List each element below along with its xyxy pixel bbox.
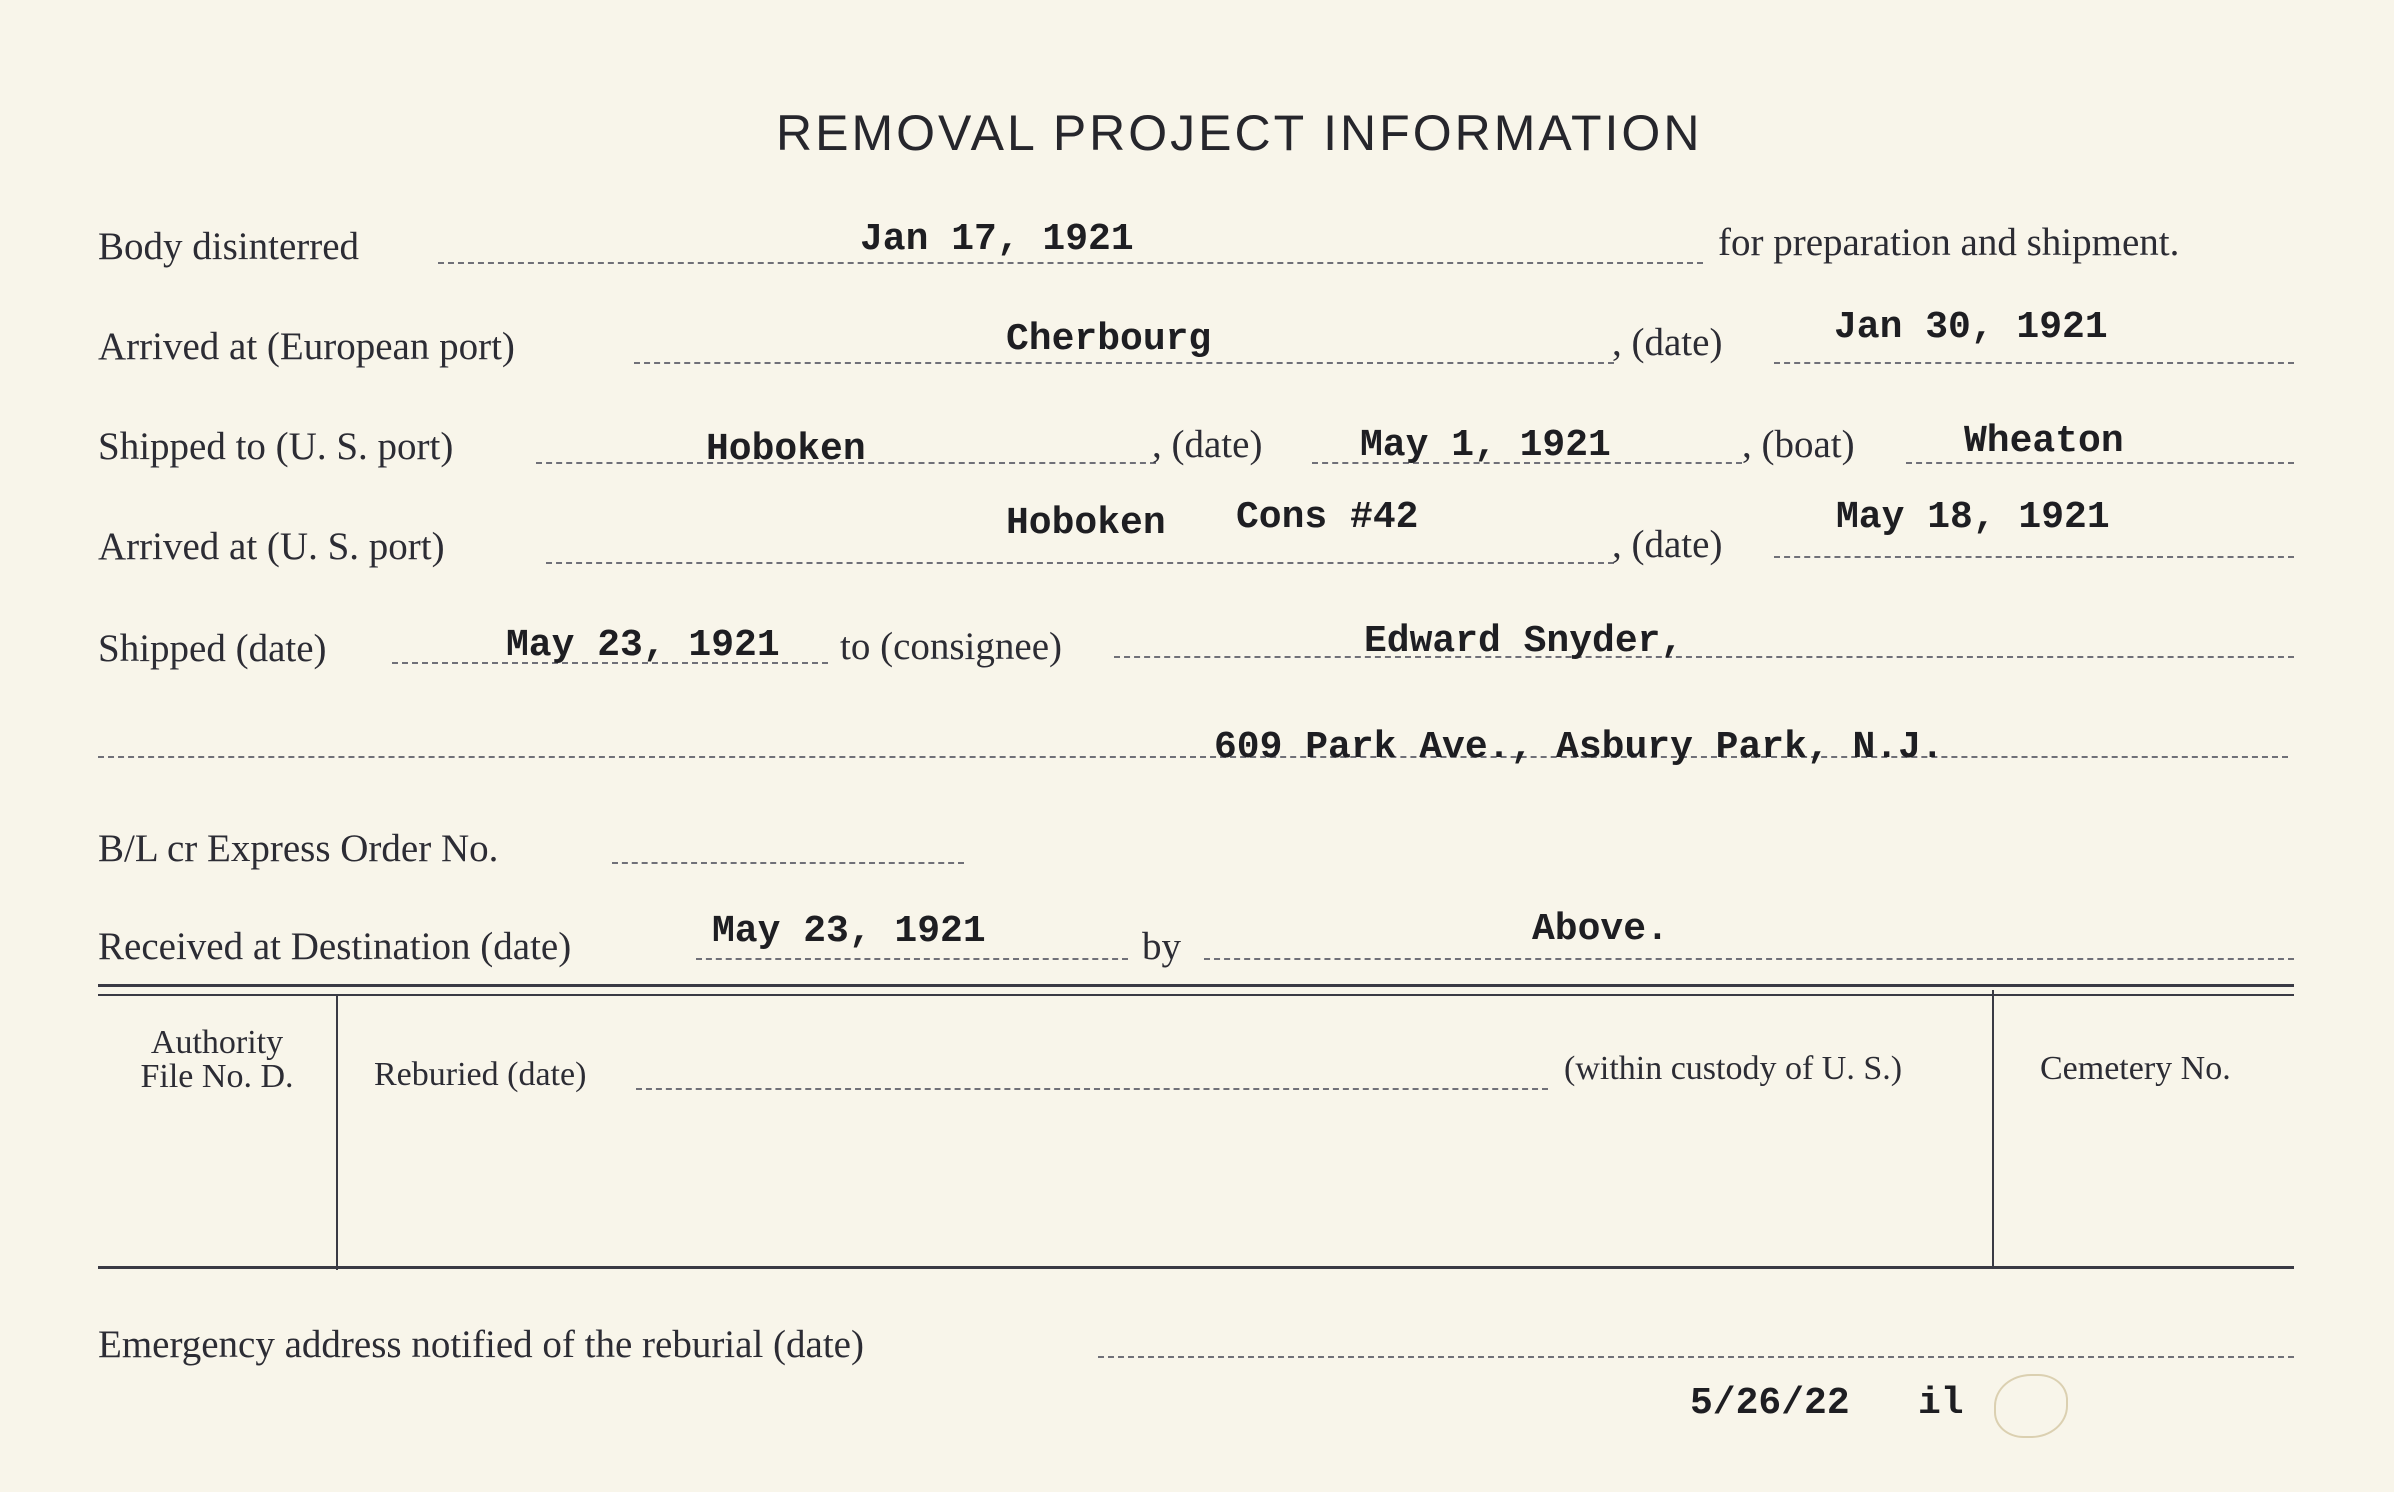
form-title: REMOVAL PROJECT INFORMATION [776, 105, 1703, 161]
received-destination-line [696, 958, 1128, 960]
received-by-value[interactable]: Above. [1532, 908, 1669, 951]
arrived-european-port-line [634, 362, 1614, 364]
emergency-label: Emergency address notified of the reburial (date) [98, 1323, 864, 1366]
consignee-value[interactable]: Edward Snyder, [1364, 620, 1684, 663]
received-destination-label: Received at Destination (date) [98, 925, 572, 968]
received-by-label: by [1142, 925, 1181, 968]
consignee-address-value[interactable]: 609 Park Ave., Asbury Park, N.J. [1214, 726, 1944, 769]
arrived-us-date-value[interactable]: May 18, 1921 [1836, 496, 2110, 539]
shipped-to-us-port-value[interactable]: Hoboken [706, 428, 866, 471]
consignee-line [1114, 656, 2294, 658]
authority-cell [98, 1026, 336, 1094]
reburied-label: Reburied (date) [374, 1056, 587, 1093]
reburied-line [636, 1088, 1548, 1090]
shipped-to-date-label: , (date) [1152, 423, 1263, 466]
bl-express-label: B/L cr Express Order No. [98, 827, 499, 870]
received-destination-value[interactable]: May 23, 1921 [712, 910, 986, 953]
body-disinterred-suffix: for preparation and shipment. [1718, 221, 2180, 264]
body-disinterred-label: Body disinterred [98, 225, 360, 268]
cemetery-label: Cemetery No. [2040, 1050, 2231, 1087]
emergency-line [1098, 1356, 2294, 1358]
arrived-us-port-line [546, 562, 1614, 564]
shipped-to-boat-label: , (boat) [1742, 423, 1855, 466]
arrived-us-date-line [1774, 556, 2294, 558]
footer-date-stamp: 5/26/22 [1690, 1382, 1850, 1425]
address-line [98, 756, 2288, 758]
arrived-european-date-line [1774, 362, 2294, 364]
consignee-label: to (consignee) [840, 625, 1063, 668]
arrived-european-date-value[interactable]: Jan 30, 1921 [1834, 306, 2108, 349]
arrived-us-date-label: , (date) [1612, 523, 1723, 566]
footer-initials: il [1918, 1382, 1964, 1425]
body-disinterred-line [438, 262, 1703, 264]
received-by-line [1204, 958, 2294, 960]
shipped-date-value[interactable]: May 23, 1921 [506, 624, 780, 667]
authority-label-line1: Authority [150, 1024, 284, 1061]
arrived-us-port-value[interactable]: Hoboken [1006, 502, 1166, 545]
table-divider-1 [336, 996, 338, 1270]
body-disinterred-value[interactable]: Jan 17, 1921 [860, 218, 1134, 261]
authority-label-line2: File No. D. [140, 1058, 294, 1095]
arrived-european-port-label: Arrived at (European port) [98, 325, 515, 368]
pencil-mark-icon [1994, 1374, 2068, 1438]
arrived-european-port-value[interactable]: Cherbourg [1006, 318, 1212, 361]
arrived-us-port-label: Arrived at (U. S. port) [98, 525, 445, 568]
shipped-to-date-value[interactable]: May 1, 1921 [1360, 424, 1611, 467]
arrived-european-date-label: , (date) [1612, 321, 1723, 364]
shipped-date-label: Shipped (date) [98, 627, 327, 670]
bl-express-line [612, 862, 964, 864]
shipped-to-us-port-label: Shipped to (U. S. port) [98, 425, 454, 468]
table-top-rule-2 [98, 994, 2294, 996]
table-top-rule [98, 984, 2294, 987]
shipped-to-boat-value[interactable]: Wheaton [1964, 420, 2124, 463]
arrived-us-port-cons[interactable]: Cons #42 [1236, 496, 1419, 539]
table-bottom-rule [98, 1266, 2294, 1269]
table-divider-2 [1992, 990, 1994, 1266]
custody-label: (within custody of U. S.) [1564, 1050, 1903, 1087]
